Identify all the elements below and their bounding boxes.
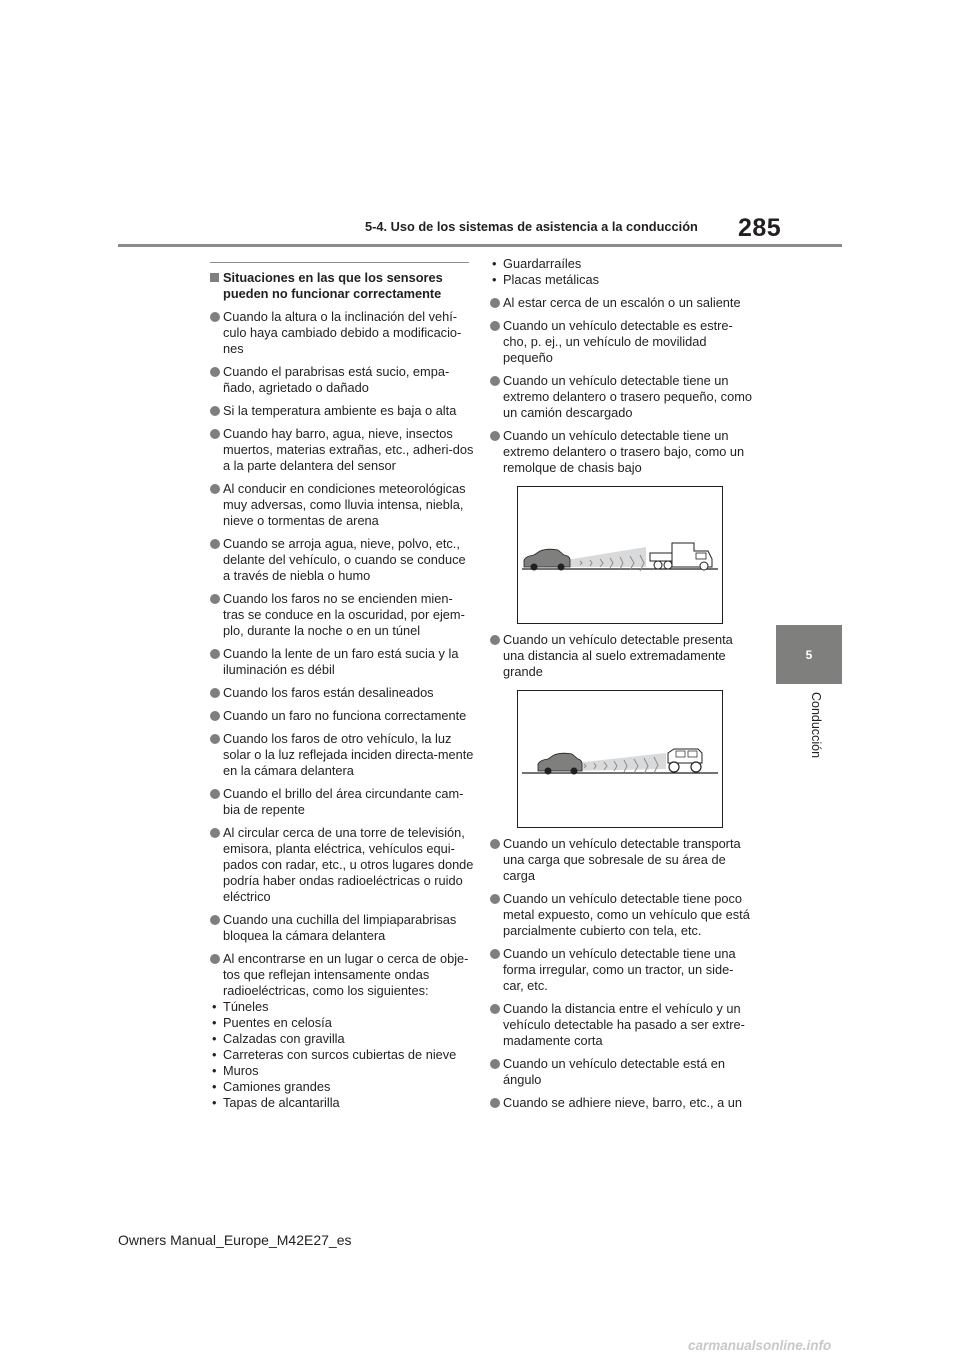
list-item-text: Al encontrarse en un lugar o cerca de obje-tos que reflejan intensamente ondas radioeléctricas, como los siguientes:: [223, 951, 469, 998]
bullet-icon: [490, 635, 500, 645]
sub-list-item-text: Túneles: [223, 999, 269, 1014]
watermark-text[interactable]: carmanualsonline.info: [688, 1338, 832, 1353]
dot-bullet-icon: •: [492, 256, 497, 271]
dot-bullet-icon: •: [212, 1095, 217, 1110]
sub-list-item: [489, 272, 753, 288]
left-column: [209, 262, 474, 1111]
illustration-car-and-truck: [518, 487, 722, 623]
list-item-text: Cuando un vehículo detectable transporta una carga que sobresale de su área de carga: [503, 836, 741, 883]
list-item: [209, 912, 474, 944]
dot-bullet-icon: •: [212, 999, 217, 1014]
list-item: [209, 426, 474, 474]
list-item: [209, 646, 474, 678]
bullet-icon: [210, 367, 220, 377]
list-item-text: Cuando la distancia entre el vehículo y un vehículo detectable ha pasado a ser extre-madamente corta: [503, 1001, 745, 1048]
sub-list-item-text: Calzadas con gravilla: [223, 1031, 345, 1046]
list-item-text: Cuando la altura o la inclinación del vehí-culo haya cambiado debido a modificacio-nes: [223, 309, 462, 356]
section-title: 5-4. Uso de los sistemas de asistencia a la conducción: [365, 219, 698, 234]
sub-list-item: [489, 256, 753, 272]
sub-list-item-text: Carreteras con surcos cubiertas de nieve: [223, 1047, 457, 1062]
list-item-text: Al conducir en condiciones meteorológicas muy adversas, como lluvia intensa, niebla, nieve o tormentas de arena: [223, 481, 466, 528]
sub-list: [489, 256, 753, 288]
list-item: [209, 309, 474, 357]
dot-bullet-icon: •: [212, 1047, 217, 1062]
bullet-icon: [490, 376, 500, 386]
list-item-text: Cuando un faro no funciona correctamente: [223, 708, 467, 723]
heading-divider: [210, 262, 469, 263]
list-item: [209, 786, 474, 818]
section-heading-text: Situaciones en las que los sensores pueden no funcionar correctamente: [223, 270, 443, 301]
list-item-text: Cuando un vehículo detectable tiene una forma irregular, como un tractor, un side-car, etc.: [503, 946, 736, 993]
list-item: [209, 685, 474, 701]
list-item-text: Cuando se adhiere nieve, barro, etc., a un: [503, 1095, 743, 1110]
bullet-icon: [210, 312, 220, 322]
list-item-text: Cuando los faros no se encienden mien-tras se conduce en la oscuridad, por ejem-plo, durante la noche o en un túnel: [223, 591, 465, 638]
sub-list-item: [209, 1095, 474, 1111]
bullet-icon: [210, 915, 220, 925]
bullet-icon: [210, 789, 220, 799]
list-item-text: Cuando un vehículo detectable presenta una distancia al suelo extremadamente grande: [503, 632, 733, 679]
list-item-text: Cuando un vehículo detectable tiene un extremo delantero o trasero pequeño, como un camión descargado: [503, 373, 752, 420]
sub-list-item: [209, 1047, 474, 1063]
bullet-icon: [490, 1004, 500, 1014]
sub-list: [209, 999, 474, 1111]
bullet-icon: [210, 429, 220, 439]
bullet-icon: [210, 711, 220, 721]
dot-bullet-icon: •: [212, 1079, 217, 1094]
list-item-text: Cuando hay barro, agua, nieve, insectos muertos, materias extrañas, etc., adheri-dos a la parte delantera del sensor: [223, 426, 474, 473]
bullet-icon: [210, 594, 220, 604]
list-item: [209, 825, 474, 905]
square-bullet-icon: [210, 273, 219, 282]
list-item: [209, 591, 474, 639]
list-item: [209, 481, 474, 529]
sub-list-item-text: Tapas de alcantarilla: [223, 1095, 340, 1110]
bullet-icon: [210, 954, 220, 964]
list-item-text: Cuando una cuchilla del limpiaparabrisas bloquea la cámara delantera: [223, 912, 457, 943]
chapter-tab[interactable]: [776, 625, 842, 684]
sub-list-item-text: Placas metálicas: [503, 272, 600, 287]
right-column: [489, 256, 753, 1118]
bullet-icon: [490, 839, 500, 849]
sub-list-item: [209, 1015, 474, 1031]
figure-low-trailer: [517, 486, 723, 624]
dot-bullet-icon: •: [212, 1031, 217, 1046]
sub-list-item-text: Camiones grandes: [223, 1079, 331, 1094]
list-item: [489, 295, 753, 311]
section-heading: [209, 270, 474, 302]
list-item: [489, 632, 753, 680]
list-item: [209, 536, 474, 584]
list-item-text: Cuando los faros están desalineados: [223, 685, 434, 700]
bullet-icon: [210, 649, 220, 659]
list-item: [209, 364, 474, 396]
list-item: [489, 891, 753, 939]
bullet-icon: [210, 734, 220, 744]
list-item: [209, 951, 474, 999]
list-item: [209, 403, 474, 419]
list-item-text: Cuando el brillo del área circundante cam-bia de repente: [223, 786, 464, 817]
dot-bullet-icon: •: [492, 272, 497, 287]
header-divider: [118, 244, 842, 247]
list-item-text: Cuando los faros de otro vehículo, la luz solar o la luz reflejada inciden directa-mente en la cámara delantera: [223, 731, 474, 778]
illustration-car-and-high-vehicle: [518, 691, 722, 827]
chapter-number: 5: [805, 647, 813, 662]
bullet-icon: [490, 894, 500, 904]
list-item-text: Cuando un vehículo detectable tiene poco metal expuesto, como un vehículo que está parcialmente cubierto con tela, etc.: [503, 891, 750, 938]
page-number: 285: [738, 214, 782, 242]
bullet-icon: [490, 298, 500, 308]
list-item-text: Cuando el parabrisas está sucio, empa-ñado, agrietado o dañado: [223, 364, 450, 395]
list-item-text: Al circular cerca de una torre de televisión, emisora, planta eléctrica, vehículos equi-pados con radar, etc., u otros lugares donde podría haber ondas radioeléctricas o ruido eléctrico: [223, 825, 474, 904]
sub-list-item: [209, 1079, 474, 1095]
list-item: [489, 373, 753, 421]
list-item: [489, 318, 753, 366]
sub-list-item-text: Puentes en celosía: [223, 1015, 332, 1030]
list-item-text: Cuando un vehículo detectable tiene un extremo delantero o trasero bajo, como un remolque de chasis bajo: [503, 428, 745, 475]
list-item: [489, 1001, 753, 1049]
bullet-icon: [210, 406, 220, 416]
list-item-text: Cuando la lente de un faro está sucia y la iluminación es débil: [223, 646, 459, 677]
list-item: [489, 836, 753, 884]
sub-list-item: [209, 999, 474, 1015]
bullet-icon: [210, 484, 220, 494]
bullet-icon: [490, 431, 500, 441]
dot-bullet-icon: •: [212, 1063, 217, 1078]
sub-list-item-text: Guardarraíles: [503, 256, 582, 271]
list-item: [209, 731, 474, 779]
list-item-text: Cuando un vehículo detectable es estre-cho, p. ej., un vehículo de movilidad pequeño: [503, 318, 733, 365]
list-item-text: Al estar cerca de un escalón o un saliente: [503, 295, 741, 310]
list-item-text: Cuando un vehículo detectable está en ángulo: [503, 1056, 725, 1087]
list-item: [489, 428, 753, 476]
list-item-text: Cuando se arroja agua, nieve, polvo, etc., delante del vehículo, o cuando se conduce a través de niebla o humo: [223, 536, 466, 583]
bullet-icon: [210, 688, 220, 698]
list-item-text: Si la temperatura ambiente es baja o alta: [223, 403, 457, 418]
figure-high-clearance: [517, 690, 723, 828]
list-item: [209, 708, 474, 724]
sub-list-item: [209, 1031, 474, 1047]
sub-list-item-text: Muros: [223, 1063, 259, 1078]
footer-text: Owners Manual_Europe_M42E27_es: [118, 1232, 352, 1248]
list-item: [489, 1056, 753, 1088]
bullet-icon: [490, 949, 500, 959]
bullet-icon: [490, 1098, 500, 1108]
bullet-icon: [210, 828, 220, 838]
bullet-icon: [490, 321, 500, 331]
list-item: [489, 1095, 753, 1111]
bullet-icon: [210, 539, 220, 549]
bullet-icon: [490, 1059, 500, 1069]
chapter-label: Conducción: [809, 692, 823, 759]
list-item: [489, 946, 753, 994]
sub-list-item: [209, 1063, 474, 1079]
dot-bullet-icon: •: [212, 1015, 217, 1030]
